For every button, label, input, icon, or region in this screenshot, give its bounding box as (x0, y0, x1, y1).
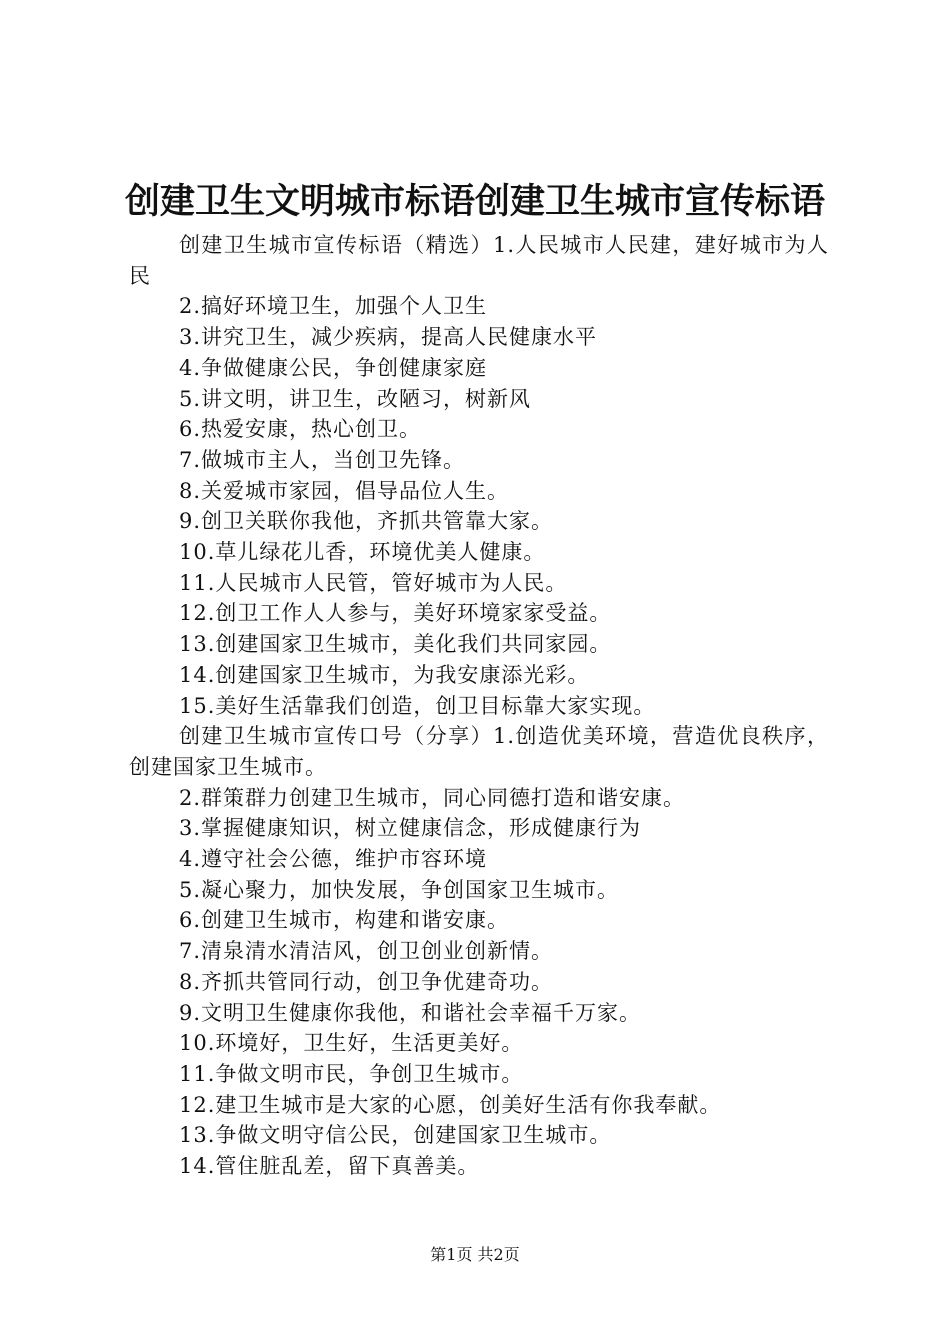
section2-item: 3.掌握健康知识，树立健康信念，形成健康行为 (179, 816, 642, 841)
section2-item: 7.清泉清水清洁风，创卫创业创新情。 (179, 939, 554, 964)
document-title: 创建卫生文明城市标语创建卫生城市宣传标语 (124, 181, 825, 222)
section2-item: 6.创建卫生城市，构建和谐安康。 (179, 908, 510, 933)
section2-item: 5.凝心聚力，加快发展，争创国家卫生城市。 (179, 877, 620, 902)
section2-item: 4.遵守社会公德，维护市容环境 (179, 847, 488, 872)
section1-item: 9.创卫关联你我他，齐抓共管靠大家。 (179, 509, 554, 534)
section1-item: 13.创建国家卫生城市，美化我们共同家园。 (179, 632, 612, 657)
section2-item: 14.管住脏乱差，留下真善美。 (179, 1154, 480, 1179)
section2-item: 8.齐抓共管同行动，创卫争优建奇功。 (179, 969, 554, 994)
document-body (129, 230, 829, 1182)
section1-item: 2.搞好环境卫生，加强个人卫生 (179, 294, 488, 319)
section1-intro: 创建卫生城市宣传标语（精选）1.人民城市人民建，建好城市为人民 (129, 233, 829, 288)
page-number: 第1页 共2页 (430, 1245, 520, 1264)
section1-item: 6.热爱安康，热心创卫。 (179, 417, 422, 442)
section2-item: 10.环境好，卫生好，生活更美好。 (179, 1031, 524, 1056)
section2-intro: 创建卫生城市宣传口号（分享）1.创造优美环境，营造优良秩序，创建国家卫生城市。 (129, 724, 829, 779)
section1-item: 3.讲究卫生，减少疾病，提高人民健康水平 (179, 325, 598, 350)
section1-item: 12.创卫工作人人参与，美好环境家家受益。 (179, 601, 612, 626)
section1-item: 8.关爱城市家园，倡导品位人生。 (179, 478, 510, 503)
section1-item: 14.创建国家卫生城市，为我安康添光彩。 (179, 662, 590, 687)
section2-item: 9.文明卫生健康你我他，和谐社会幸福千万家。 (179, 1000, 642, 1025)
section1-item: 15.美好生活靠我们创造，创卫目标靠大家实现。 (179, 693, 656, 718)
section1-item: 10.草儿绿花儿香，环境优美人健康。 (179, 540, 546, 565)
section1-item: 5.讲文明，讲卫生，改陋习，树新风 (179, 386, 532, 411)
section1-item: 11.人民城市人民管，管好城市为人民。 (179, 570, 568, 595)
section2-item: 13.争做文明守信公民，创建国家卫生城市。 (179, 1123, 612, 1148)
section1-item: 7.做城市主人，当创卫先锋。 (179, 447, 466, 472)
section1-item: 4.争做健康公民，争创健康家庭 (179, 355, 488, 380)
section2-item: 11.争做文明市民，争创卫生城市。 (179, 1061, 524, 1086)
section2-item: 2.群策群力创建卫生城市，同心同德打造和谐安康。 (179, 785, 686, 810)
section2-item: 12.建卫生城市是大家的心愿，创美好生活有你我奉献。 (179, 1092, 722, 1117)
